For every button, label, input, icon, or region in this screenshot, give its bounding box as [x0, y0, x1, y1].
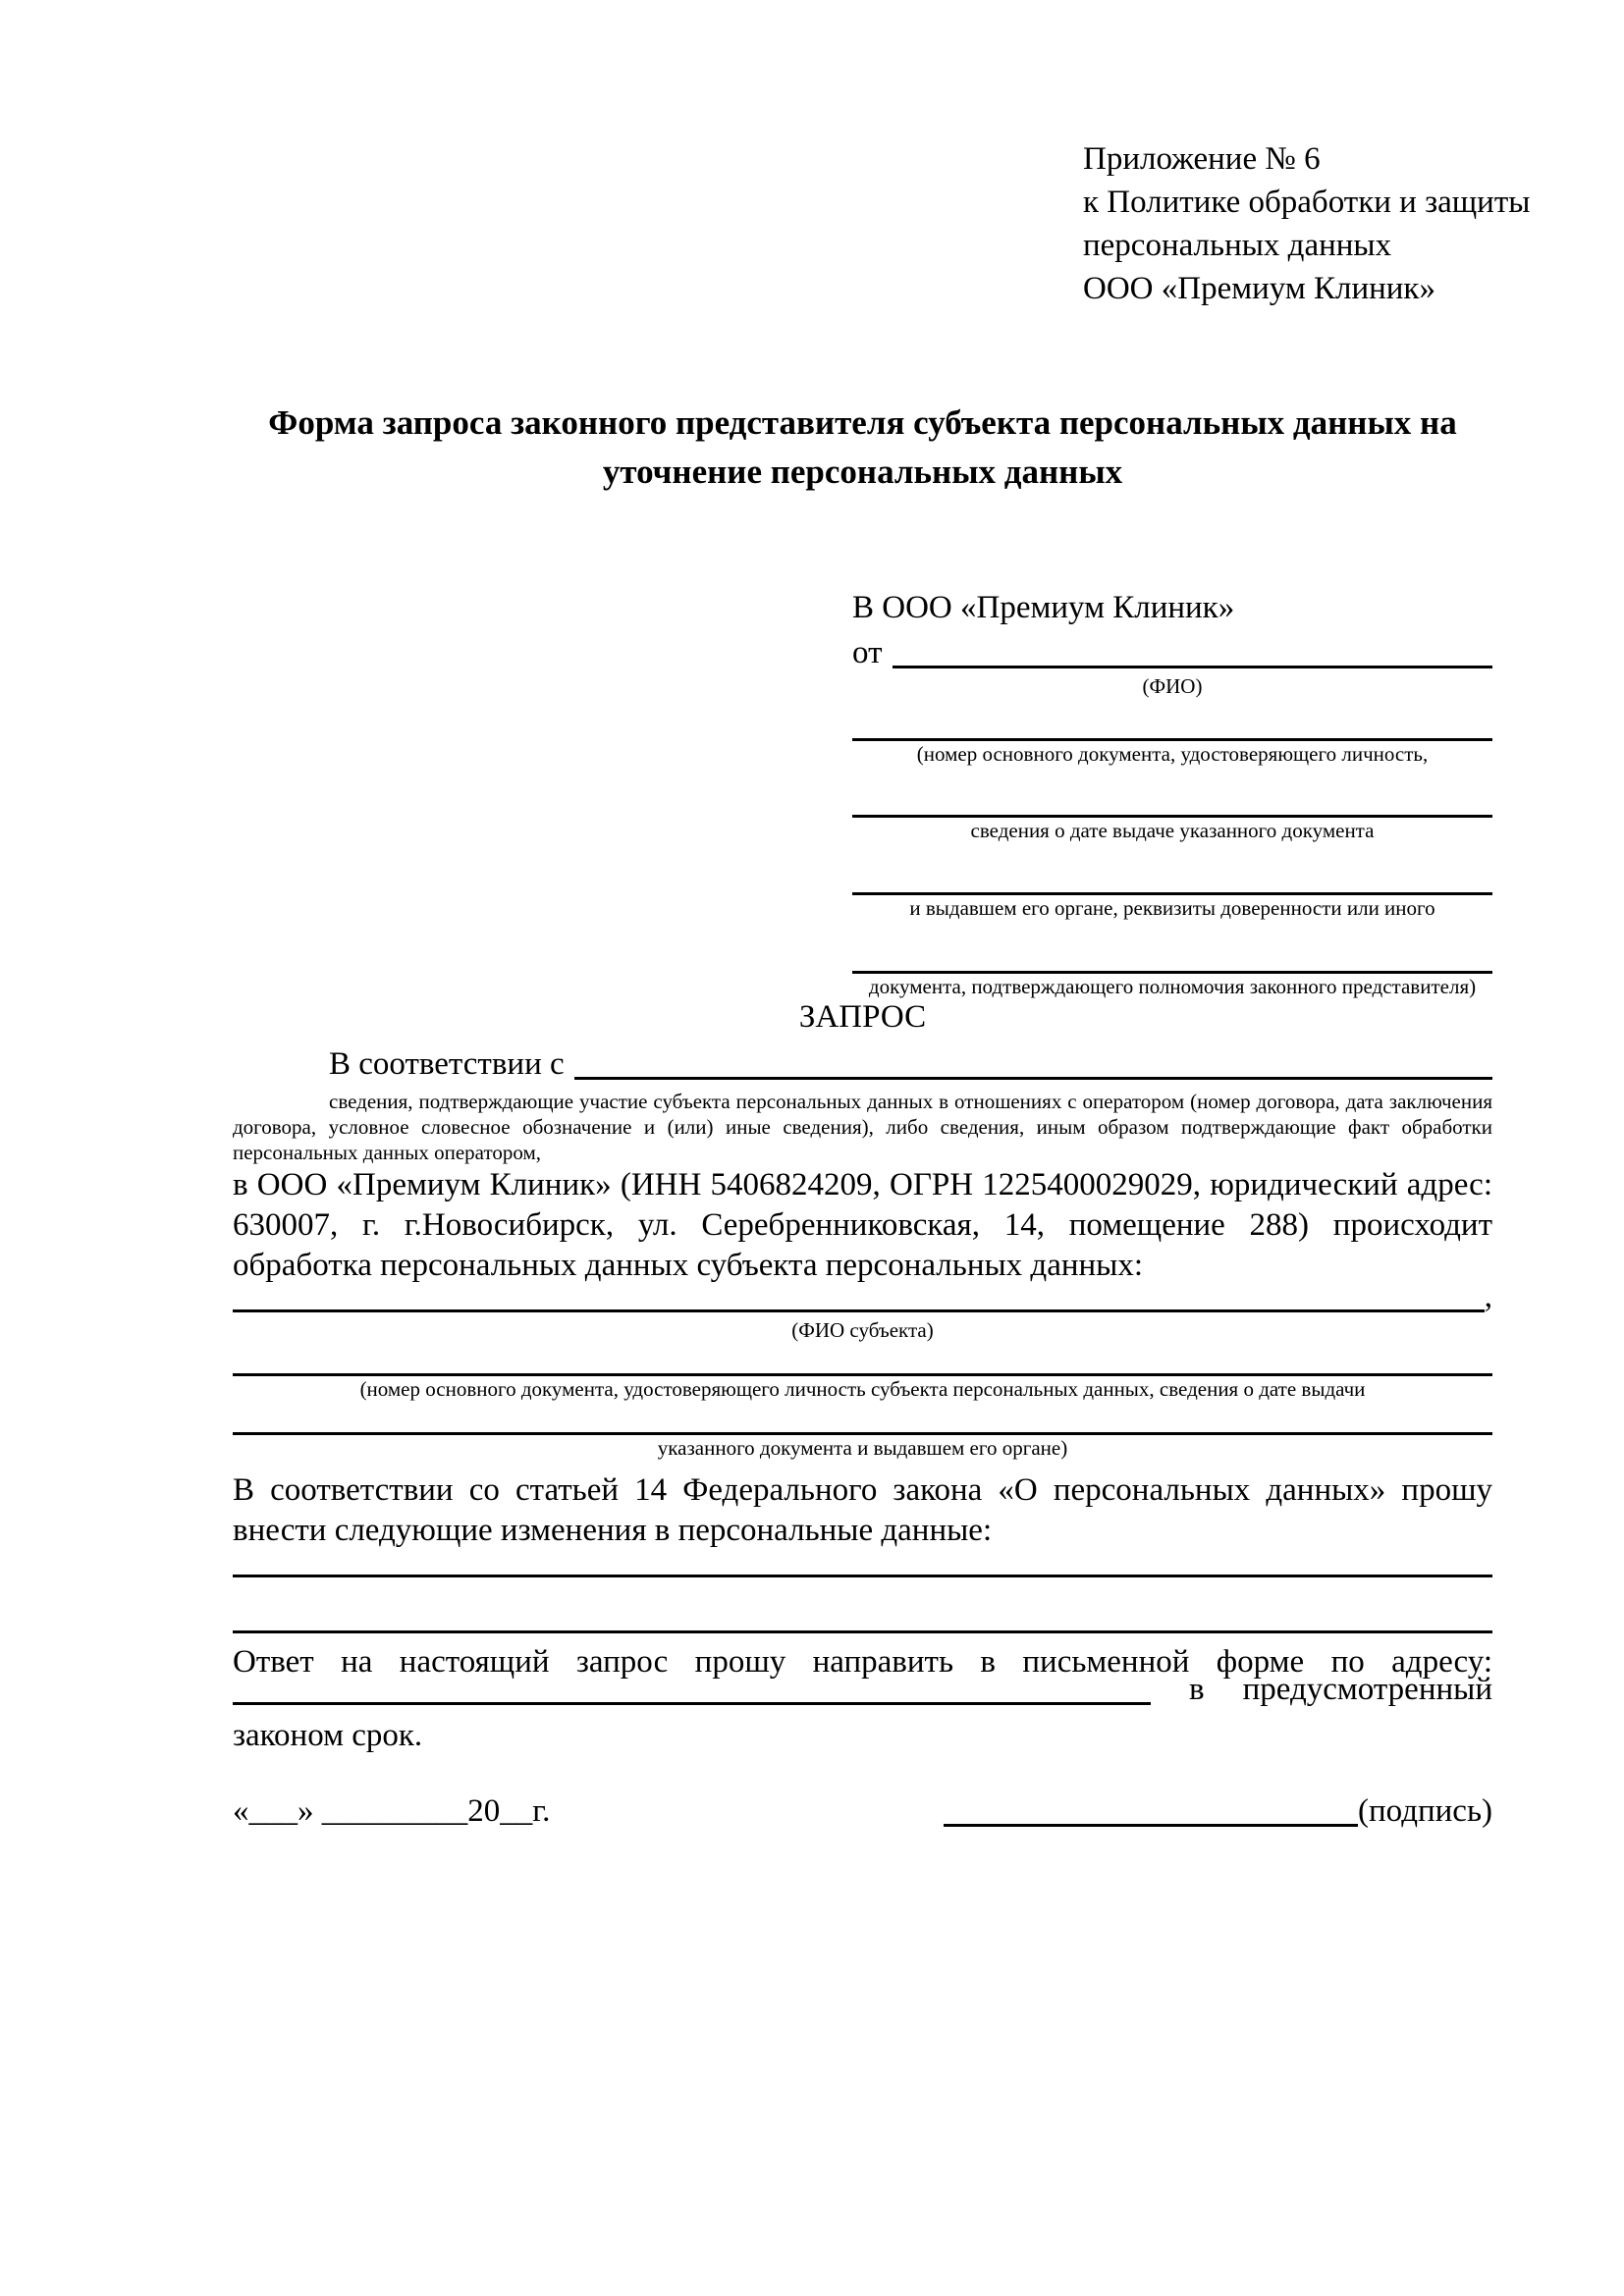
- operator-paragraph: в ООО «Премиум Клиник» (ИНН 5406824209, ОГРН 1225400029029, юридический адрес: 630007, г. г.Новосибирск, ул. Серебренниковская, 14, помещение 288) происходит обработка персональных данных субъекта персональных данных:: [233, 1167, 1492, 1283]
- request-heading: ЗАПРОС: [798, 999, 927, 1035]
- from-field: [852, 632, 1492, 673]
- changes-blank-line-1: [233, 1551, 1492, 1577]
- appendix-line: персональных данных: [1083, 228, 1392, 263]
- answer-address-field: [233, 1672, 1492, 1710]
- changes-blank-line-2: [233, 1577, 1492, 1633]
- answer-paragraph-end: законом срок.: [233, 1718, 423, 1753]
- article14-paragraph: В соответствии со статьей 14 Федерального закона «О персональных данных» прошу внести следующие изменения в персональные данные:: [233, 1472, 1492, 1548]
- from-label: от: [852, 635, 883, 670]
- subject-doc-caption-2: указанного документа и выдавшем его органе): [657, 1436, 1068, 1460]
- subject-doc-blank-line: [233, 1343, 1492, 1376]
- subject-fio-caption: (ФИО субъекта): [791, 1318, 934, 1342]
- representative-doc-caption: (номер основного документа, удостоверяющего личность,: [916, 742, 1429, 766]
- basis-field: [233, 1044, 1492, 1085]
- answer-paragraph: Ответ на настоящий запрос прошу направить в письменной форме по адресу:: [233, 1644, 1492, 1680]
- date-field: «___» _________20__г.: [233, 1793, 551, 1829]
- subject-fio-blank-line: [233, 1309, 1485, 1312]
- issuing-authority-caption: и выдавшем его органе, реквизиты доверенности или иного: [909, 896, 1435, 920]
- appendix-note: [1083, 137, 1530, 310]
- representative-doc-blank-line: [852, 699, 1492, 741]
- basis-blank-line: [574, 1077, 1492, 1080]
- address-blank-line: [233, 1702, 1151, 1705]
- signature-field: [944, 1791, 1492, 1832]
- document-body: [233, 1044, 1492, 1832]
- appendix-line: ООО «Премиум Клиник»: [1083, 271, 1435, 306]
- comma-text: ,: [1484, 1279, 1492, 1314]
- issuing-authority-blank-line: [852, 843, 1492, 895]
- authority-doc-caption: документа, подтверждающего полномочия законного представителя): [868, 975, 1477, 998]
- basis-label: В соответствии с: [329, 1046, 565, 1082]
- subject-fio-field: [233, 1279, 1492, 1317]
- subject-doc-blank-line-2: [233, 1402, 1492, 1435]
- appendix-line: Приложение № 6: [1083, 141, 1321, 177]
- doc-issue-date-caption: сведения о дате выдаче указанного документа: [970, 819, 1375, 842]
- doc-issue-date-blank-line: [852, 767, 1492, 818]
- answer-word: предусмотренный: [1242, 1672, 1492, 1707]
- form-title: Форма запроса законного представителя субъекта персональных данных на уточнение персональных данных: [268, 403, 1457, 491]
- signature-caption: (подпись): [1358, 1793, 1492, 1829]
- addressee-to: В ООО «Премиум Клиник»: [852, 590, 1235, 625]
- signature-row: [233, 1791, 1492, 1832]
- answer-word: в: [1189, 1672, 1205, 1707]
- basis-caption: сведения, подтверждающие участие субъекта персональных данных в отношениях с оператором (номер договора, дата заключения договора, условное словесное обозначение и (или) иные сведения), либо сведения, иным образом подтверждающие факт обработки персональных данных оператором,: [233, 1090, 1492, 1164]
- signature-blank-line: [944, 1824, 1358, 1827]
- addressee-block: [852, 587, 1492, 999]
- fio-caption: (ФИО): [1142, 674, 1203, 698]
- subject-doc-caption-1: (номер основного документа, удостоверяющего личность субъекта персональных данных, сведения о дате выдачи: [359, 1377, 1366, 1401]
- appendix-line: к Политике обработки и защиты: [1083, 185, 1531, 220]
- from-blank-line: [893, 666, 1493, 668]
- authority-doc-blank-line: [852, 921, 1492, 974]
